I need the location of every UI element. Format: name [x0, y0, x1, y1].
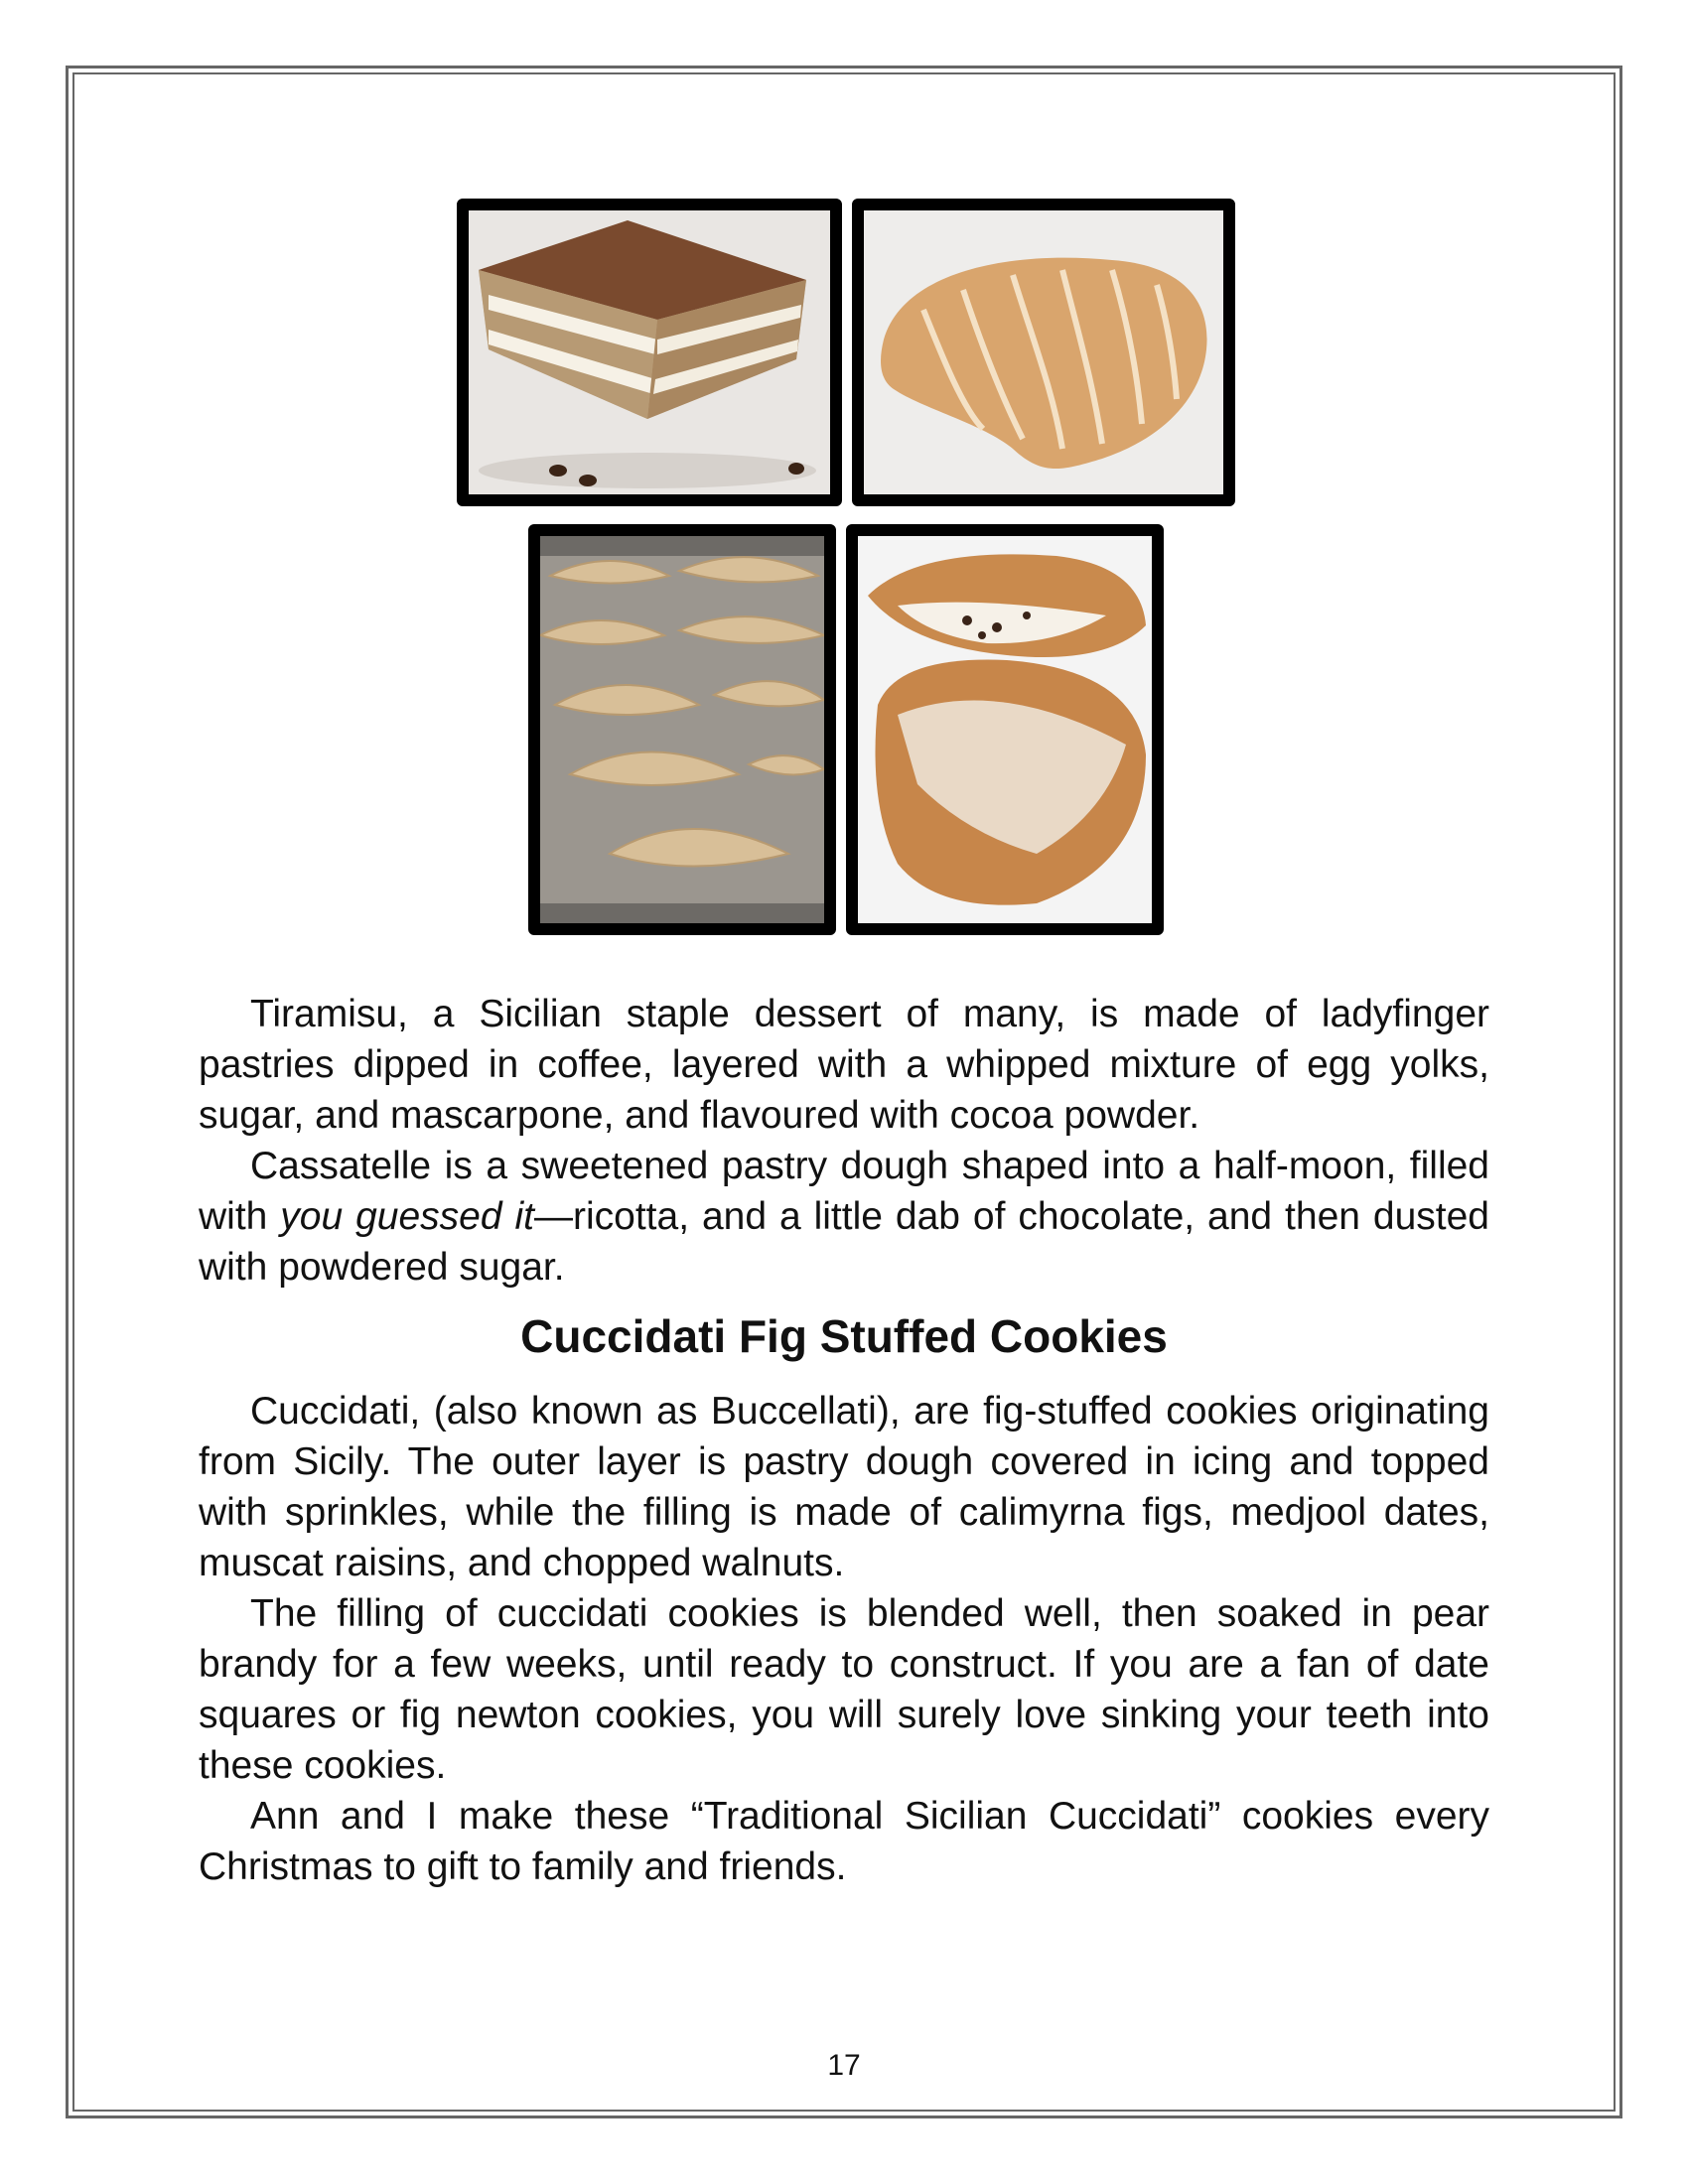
page-number: 17 — [827, 2049, 861, 2082]
cassatelle-paragraph — [199, 1141, 1489, 1293]
cassatelle-tray-photo — [528, 524, 836, 935]
cuccidati-tradition-paragraph: Ann and I make these “Traditional Sicilian Cuccidati” cookies every Christmas to gift to family and friends. — [199, 1795, 1489, 1888]
section-text-1 — [199, 989, 1489, 1293]
cassatelle-filling-photo — [846, 524, 1164, 935]
cuccidati-intro-paragraph: Cuccidati, (also known as Buccellati), are fig-stuffed cookies originating from Sicily. The outer layer is pastry dough covered in icing and topped with sprinkles, while the filling is made of calimyrna figs, medjool dates, muscat raisins, and chopped walnuts. — [199, 1390, 1489, 1584]
tiramisu-photo — [457, 199, 842, 506]
cassatelle-text-end: —ricotta, and a little dab of chocolate, and then dusted with powdered sugar. — [199, 1195, 1489, 1289]
sfogliatella-photo — [852, 199, 1235, 506]
tiramisu-paragraph: Tiramisu, a Sicilian staple dessert of many, is made of ladyfinger pastries dipped in coffee, layered with a whipped mixture of egg yolks, sugar, and mascarpone, and flavoured with cocoa powder. — [199, 993, 1489, 1137]
cassatelle-text-start: Cassatelle is a sweetened pastry dough shaped into a half-moon, filled with — [199, 1145, 1489, 1238]
cassatelle-text-italic: you guessed it — [280, 1195, 534, 1238]
section-text-2 — [199, 1386, 1489, 1892]
section-heading: Cuccidati Fig Stuffed Cookies — [520, 1310, 1168, 1362]
cuccidati-filling-paragraph: The filling of cuccidati cookies is blended well, then soaked in pear brandy for a few weeks, until ready to construct. If you are a fan of date squares or fig newton cookies, you will surely love sinking your teeth into these cookies. — [199, 1592, 1489, 1787]
